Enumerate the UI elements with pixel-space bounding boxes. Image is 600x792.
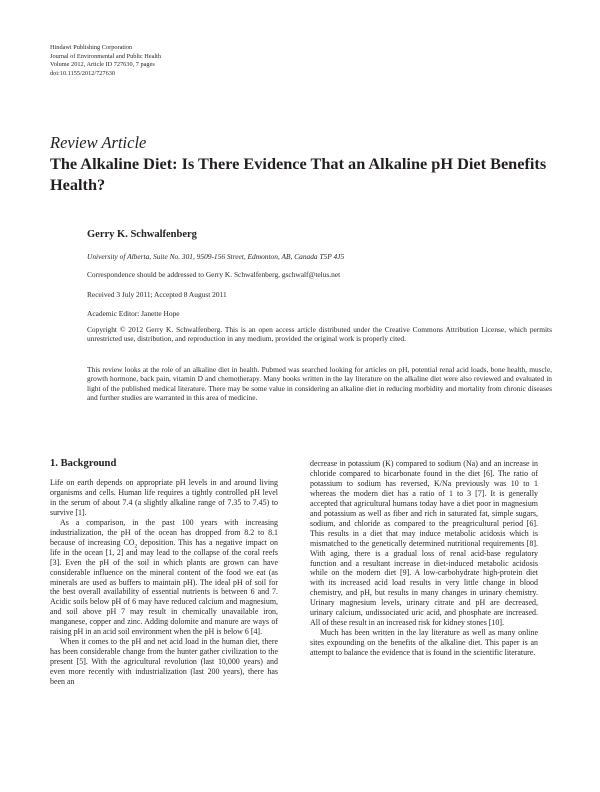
author-name: Gerry K. Schwalfenberg xyxy=(87,229,197,240)
paragraph-2-text-b: deposition. This has a negative impact on life in the ocean [1, 2] and may lead to the collapse of the coral reefs [3]. Even the pH of the soil in which plants are grown can have considerable influence on the mineral content of the food we eat (as minerals are used as buffers to maintain pH). The ideal pH of soil for the best overall availability of essential nutrients is between 6 and 7. Acidic soils below pH of 6 may have reduced calcium and magnesium, and soil above pH 7 may result in chemically unavailable iron, manganese, copper and zinc. Adding dolomite and manure are ways of raising pH in an acid soil environment when the pH is below 6 [4]. xyxy=(50,537,278,637)
paragraph-2-text-a: As a comparison, in the past 100 years with increasing industrialization, the pH of the ocean has dropped from 8.2 to 8.1 because of increasing CO xyxy=(50,517,278,547)
paper-title: The Alkaline Diet: Is There Evidence That an Alkaline pH Diet Benefits Health? xyxy=(50,154,547,194)
correspondence: Correspondence should be addressed to Gerry K. Schwalfenberg, gschwalf@telus.net xyxy=(87,270,341,279)
paragraph-5: Much has been written in the lay literature as well as many online sites expounding on the benefits of the alkaline diet. This paper is an attempt to balance the evidence that is found in the scientific literature. xyxy=(310,628,538,658)
paragraph-4: decrease in potassium (K) compared to sodium (Na) and an increase in chloride compared to bicarbonate found in the diet [6]. The ratio of potassium to sodium has reversed, K/Na previously was 10 to 1 whereas the modern diet has a ratio of 1 to 3 [7]. It is generally accepted that agricultural humans today have a diet poor in magnesium and potassium as well as fiber and rich in saturated fat, simple sugars, sodium, and chloride as compared to the preagricultural period [6]. This results in a diet that may induce metabolic acidosis which is mismatched to the genetically determined nutritional requirements [8]. With aging, there is a gradual loss of renal acid-base regulatory function and a resultant increase in diet-induced metabolic acidosis while on the modern diet [9]. A low-carbohydrate high-protein diet with its increased acid load results in very little change in blood chemistry, and pH, but results in many changes in urinary chemistry. Urinary magnesium levels, urinary citrate and pH are decreased, urinary calcium, undissociated uric acid, and phosphate are increased. All of these result in an increased risk for kidney stones [10]. xyxy=(310,459,538,628)
doi[interactable]: doi:10.1155/2012/727630 xyxy=(50,69,116,77)
journal-name: Journal of Environmental and Public Health xyxy=(50,52,162,60)
abstract: This review looks at the role of an alkaline diet in health. Pubmed was searched looking for articles on pH, potential renal acid loads, bone health, muscle, growth hormone, back pain, vitamin D and chemotherapy. Many books written in the lay literature on the alkaline diet were also reviewed and evaluated in light of the published medical literature. There may be some value in considering an alkaline diet in reducing morbidity and mortality from chronic diseases and further studies are warranted in this area of medicine. xyxy=(87,365,552,403)
body-column-right xyxy=(310,459,538,658)
paragraph-1: Life on earth depends on appropriate pH levels in and around living organisms and cells. Human life requires a tightly controlled pH level in the serum of about 7.4 (a slightly alkaline range of 7.35 to 7.45) to survive [1]. xyxy=(50,478,278,517)
author-affiliation: University of Alberta, Suite No. 301, 9509-156 Street, Edmonton, AB, Canada T5P 4J5 xyxy=(87,252,345,261)
received-accepted-dates: Received 3 July 2011; Accepted 8 August 2011 xyxy=(87,290,227,299)
paragraph-3: When it comes to the pH and net acid load in the human diet, there has been considerable change from the hunter gather civilization to the present [5]. With the agricultural revolution (last 10,000 years) and even more recently with industrialization (last 200 years), there has been an xyxy=(50,637,278,687)
academic-editor: Academic Editor: Janette Hope xyxy=(87,309,180,318)
volume-info: Volume 2012, Article ID 727630, 7 pages xyxy=(50,61,155,69)
co2-subscript: 2 xyxy=(134,543,138,550)
article-type: Review Article xyxy=(50,133,147,152)
section-heading-background: 1. Background xyxy=(50,458,117,469)
journal-header xyxy=(50,44,350,78)
copyright-notice: Copyright © 2012 Gerry K. Schwalfenberg. This is an open access article distributed under the Creative Commons Attribution License, which permits unrestricted use, distribution, and reproduction in any medium, provided the original work is properly cited. xyxy=(87,325,552,344)
body-column-left xyxy=(50,478,278,687)
publisher-line: Hindawi Publishing Corporation xyxy=(50,44,133,51)
paragraph-2 xyxy=(50,518,278,637)
